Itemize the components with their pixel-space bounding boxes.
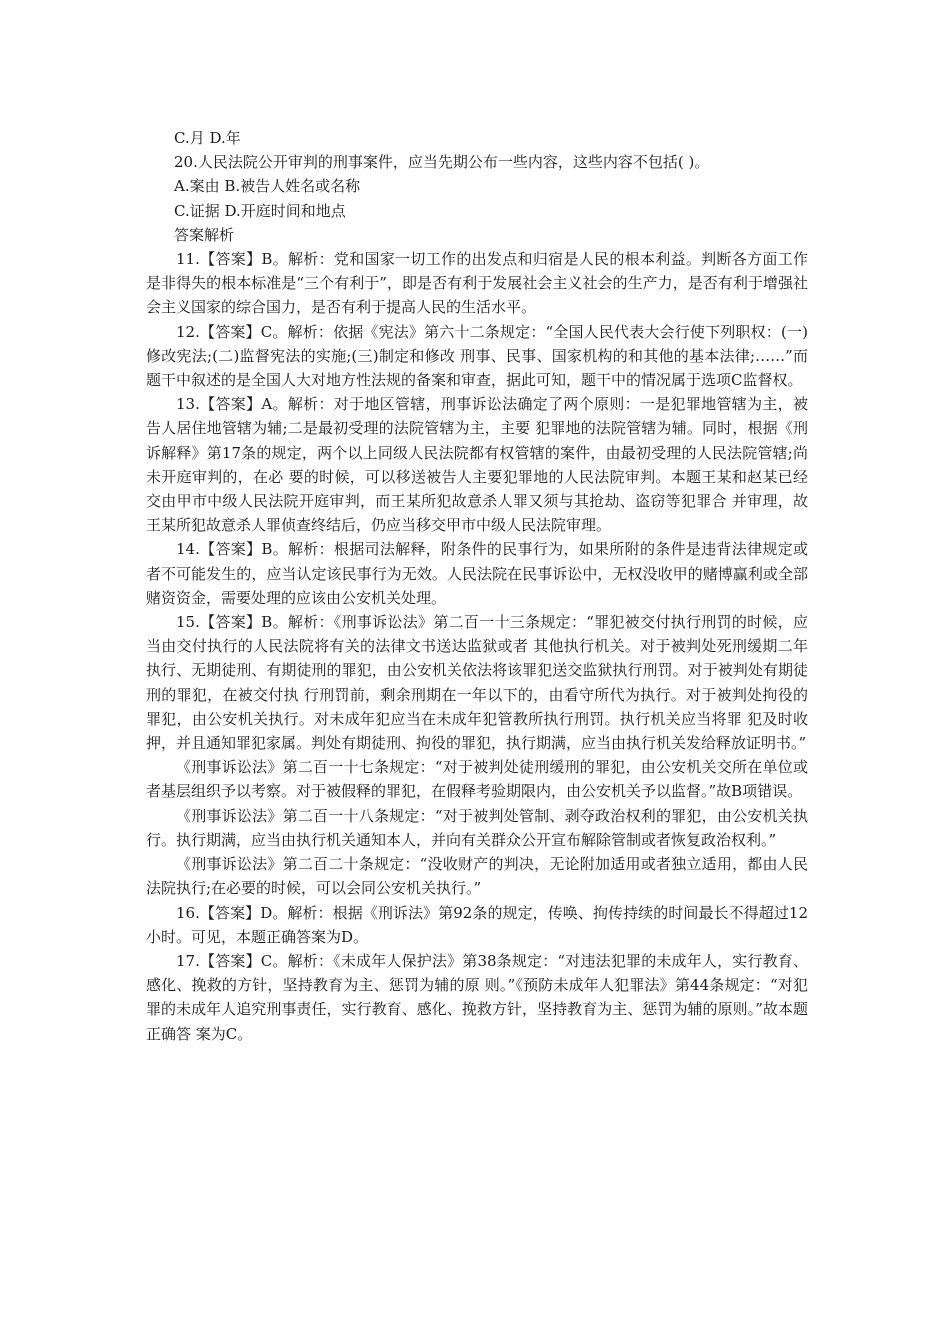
- answer-17: 17.【答案】C。解析：《未成年人保护法》第38条规定：“对违法犯罪的未成年人，实行教育、感化、挽救的方针，坚持教育为主、惩罚为辅的原 则。”《预防未成年人犯罪法》第44条规定：“对犯罪的未成年人追究刑事责任，实行教育、感化、挽救方针，坚持教育为主、惩罚为辅的原则。”故本题正确答 案为C。: [146, 951, 808, 1043]
- answer-15-article-218: 《刑事诉讼法》第二百一十八条规定：“对于被判处管制、剥夺政治权利的罪犯，由公安机关执行。执行期满，应当由执行机关通知本人，并向有关群众公开宣布解除管制或者恢复政治权利。”: [146, 806, 808, 849]
- answer-15-article-220: 《刑事诉讼法》第二百二十条规定：“没收财产的判决，无论附加适用或者独立适用，都由人民法院执行;在必要的时候，可以会同公安机关执行。”: [146, 855, 808, 898]
- answer-12: 12.【答案】C。解析：依据《宪法》第六十二条规定：“全国人民代表大会行使下列职权：(一)修改宪法;(二)监督宪法的实施;(三)制定和修改 刑事、民事、国家机构的和其他的基本法律;……”而题干中叙述的是全国人大对地方性法规的备案和审查，据此可知，题干中的情况属于选项C监督权。: [146, 322, 808, 390]
- answer-15-article-217: 《刑事诉讼法》第二百一十七条规定：“对于被判处徒刑缓刑的罪犯，由公安机关交所在单位或者基层组织予以考察。对于被假释的罪犯，在假释考验期限内，由公安机关予以监督。”故B项错误。: [146, 758, 808, 801]
- question-20-options-cd: C.证据 D.开庭时间和地点: [174, 201, 346, 220]
- document-body: [146, 126, 808, 1046]
- answer-section-heading: 答案解析: [174, 225, 235, 244]
- question-20-stem: 20.人民法院公开审判的刑事案件，应当先期公布一些内容，这些内容不包括( )。: [174, 153, 710, 172]
- question-19-options-cd: C.月 D.年: [174, 129, 241, 147]
- answer-11: 11.【答案】B。解析：党和国家一切工作的出发点和归宿是人民的根本利益。判断各方面工作是非得失的根本标准是“三个有利于”，即是否有利于发展社会主义社会的生产力，是否有利于增强社会主义国家的综合国力，是否有利于提高人民的生活水平。: [146, 250, 808, 317]
- answer-15: 15.【答案】B。解析：《刑事诉讼法》第二百一十三条规定：“罪犯被交付执行刑罚的时候，应当由交付执行的人民法院将有关的法律文书送达监狱或者 其他执行机关。对于被判处死刑缓期二年执行、无期徒刑、有期徒刑的罪犯，由公安机关依法将该罪犯送交监狱执行刑罚。对于被判处有期徒刑的罪犯，在被交付执 行刑罚前，剩余刑期在一年以下的，由看守所代为执行。对于被判处拘役的罪犯，由公安机关执行。对未成年犯应当在未成年犯管教所执行刑罚。执行机关应当将罪 犯及时收押，并且通知罪犯家属。判处有期徒刑、拘役的罪犯，执行期满，应当由执行机关发给释放证明书。”: [146, 613, 808, 753]
- answer-14: 14.【答案】B。解析：根据司法解释，附条件的民事行为，如果所附的条件是违背法律规定或者不可能发生的，应当认定该民事行为无效。人民法院在民事诉讼中，无权没收甲的赌博赢利或全部赌资资金，需要处理的应该由公安机关处理。: [146, 540, 808, 607]
- answer-16: 16.【答案】D。解析：根据《刑诉法》第92条的规定，传唤、拘传持续的时间最长不得超过12小时。可见，本题正确答案为D。: [146, 903, 808, 946]
- question-20-options-ab: A.案由 B.被告人姓名或名称: [174, 177, 361, 196]
- answer-13: 13.【答案】A。解析：对于地区管辖，刑事诉讼法确定了两个原则：一是犯罪地管辖为主，被告人居住地管辖为辅;二是最初受理的法院管辖为主，主要 犯罪地的法院管辖为辅。同时，根据《刑诉解释》第17条的规定，两个以上同级人民法院都有权管辖的案件，由最初受理的人民法院管辖;尚未开庭审判的，在必 要的时候，可以移送被告人主要犯罪地的人民法院审判。本题王某和赵某已经交由甲市中级人民法院开庭审判，而王某所犯故意杀人罪又须与其抢劫、盗窃等犯罪合 并审理，故王某所犯故意杀人罪侦查终结后，仍应当移交甲市中级人民法院审理。: [146, 395, 808, 535]
